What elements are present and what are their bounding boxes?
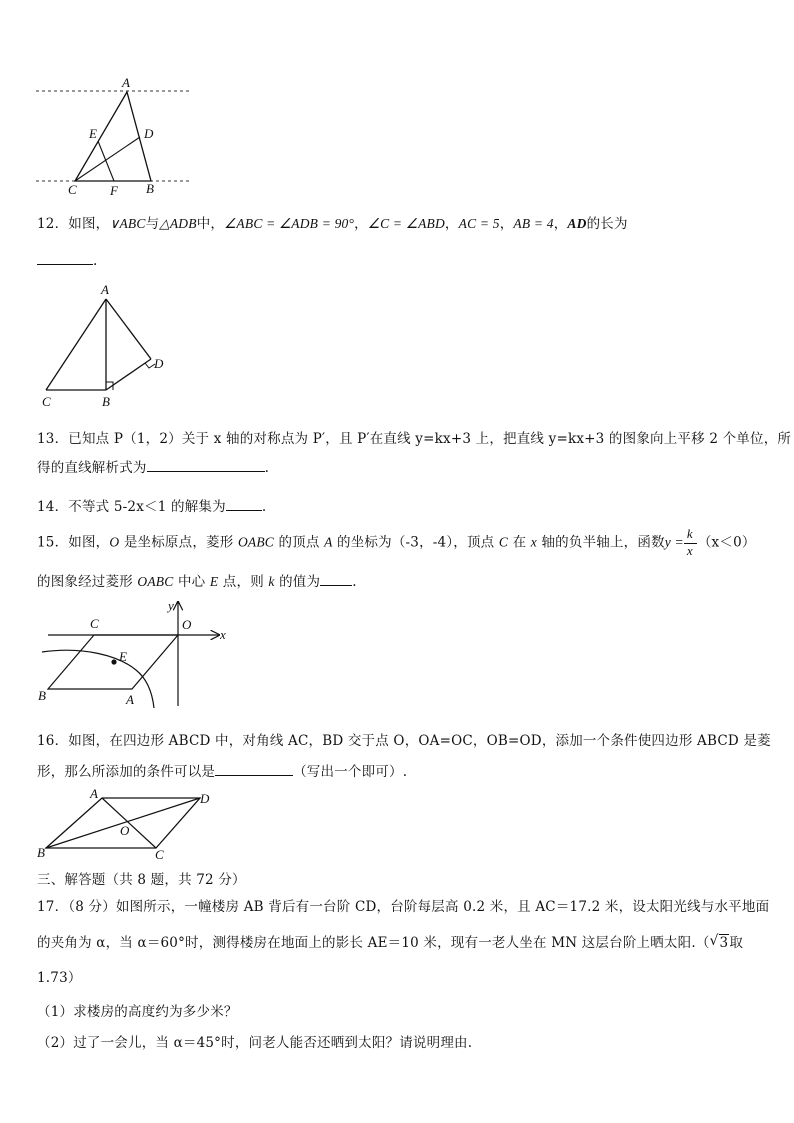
- question-17-line-2: 的夹角为 α，当 α＝60°时，测得楼房在地面上的影长 AE＝10 米，现有一老人坐在 MN 这层台阶上晒太阳.（ √ 3取: [37, 933, 744, 951]
- question-14: 14．不等式 5-2x＜1 的解集为 .: [37, 499, 267, 515]
- question-13-line-1: 13．已知点 P（1，2）关于 x 轴的对称点为 P′，且 P′在直线 y=kx+3 上，把直线 y=kx+3 的图象向上平移 2 个单位，所: [37, 431, 792, 447]
- label-o: O: [182, 617, 192, 632]
- figure-q16-parallelogram: [34, 786, 219, 864]
- section-3-heading: 三、解答题（共 8 题，共 72 分）: [37, 872, 246, 888]
- label-b: B: [146, 181, 154, 196]
- label-a: A: [126, 692, 134, 707]
- answer-blank-13[interactable]: [147, 459, 265, 472]
- figure-q12-triangles: [36, 282, 176, 410]
- question-12: 12．如图，∨ABC与△ADB中，∠ABC = ∠ADB = 90°，∠C = ∠ABD，AC = 5，AB = 4，AD的长为: [37, 216, 628, 232]
- sqrt-3: √ 3: [709, 933, 729, 951]
- question-12-answer-line: .: [37, 252, 98, 269]
- label-a: A: [90, 786, 98, 801]
- label-c: C: [68, 182, 77, 197]
- question-15-line-2: 的图象经过菱形 OABC 中心 E 点，则 k 的值为 .: [37, 574, 357, 590]
- question-17-line-1: 17．（8 分）如图所示，一幢楼房 AB 背后有一台阶 CD，台阶每层高 0.2 米，且 AC＝17.2 米，设太阳光线与水平地面: [37, 899, 770, 915]
- triangle-abc: [75, 92, 151, 181]
- label-c: C: [42, 394, 51, 409]
- label-e: E: [119, 649, 127, 664]
- label-e: E: [89, 126, 97, 141]
- label-c: C: [155, 847, 164, 862]
- label-x: x: [220, 627, 226, 642]
- label-o: O: [120, 823, 130, 838]
- segment-ef: [98, 141, 114, 181]
- hyperbola-curve: [42, 650, 154, 708]
- label-d: D: [144, 126, 154, 141]
- figure-q11-triangle: [30, 75, 200, 200]
- question-13-line-2: 得的直线解析式为 .: [37, 460, 270, 476]
- question-16-line-2: 形，那么所添加的条件可以是 （写出一个即可）.: [37, 764, 408, 780]
- label-c: C: [90, 616, 99, 631]
- question-17-sub-1: （1）求楼房的高度约为多少米？: [37, 1004, 238, 1020]
- label-b: B: [38, 688, 46, 703]
- label-y: y: [168, 598, 174, 613]
- figure-q15-coordinate-rhombus: [34, 598, 234, 716]
- answer-blank-15[interactable]: [320, 573, 352, 586]
- label-b: B: [102, 394, 110, 409]
- label-f: F: [110, 183, 118, 198]
- answer-blank-12[interactable]: [37, 252, 93, 265]
- fraction-k-over-x: $\frac{k}{x}$: [684, 528, 698, 558]
- label-a: A: [101, 282, 109, 297]
- label-d: D: [200, 791, 210, 806]
- question-16-line-1: 16．如图，在四边形 ABCD 中，对角线 AC，BD 交于点 O，OA=OC，OB=OD，添加一个条件使四边形 ABCD 是菱: [37, 733, 771, 749]
- segment-ad: [106, 299, 151, 359]
- question-17-sub-2: （2）过了一会儿，当 α＝45°时，问老人能否还晒到太阳？请说明理由.: [37, 1035, 473, 1051]
- segment-ca: [46, 299, 106, 390]
- label-d: D: [154, 356, 164, 371]
- point-e: [111, 659, 116, 664]
- label-a: A: [122, 75, 130, 90]
- question-17-line-3: 1.73）: [37, 970, 82, 986]
- answer-blank-14[interactable]: [226, 498, 262, 511]
- answer-blank-16[interactable]: [215, 763, 293, 776]
- segment-cd: [75, 137, 140, 181]
- question-15-line-1: 15．如图，O 是坐标原点，菱形 OABC 的顶点 A 的坐标为（-3，-4），顶点 C 在 x 轴的负半轴上，函数y = $\frac{k}{x}$ （x＜0）: [37, 526, 756, 558]
- label-b: B: [37, 845, 45, 860]
